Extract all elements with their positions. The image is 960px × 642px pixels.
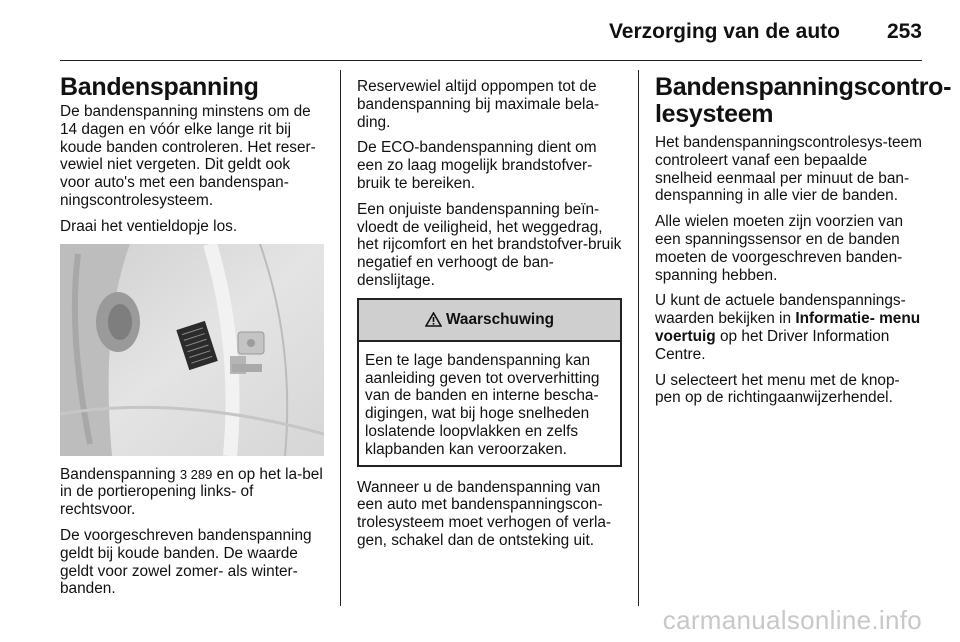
header-title: Verzorging van de auto: [608, 20, 840, 43]
column-1: [60, 74, 324, 606]
paragraph: De voorgeschreven bandenspanning geldt bij koude banden. De waarde geldt voor zowel zomer- als winter-banden.: [60, 526, 312, 598]
paragraph: De bandenspanning minstens om de 14 dagen en vóór elke lange rit bij koude banden controleren. Het reser-vewiel niet vergeten. Dit geldt ook voor auto's met een bandenspan-ningscontrolesysteem.: [60, 103, 316, 209]
page-reference[interactable]: 3 289: [179, 466, 213, 482]
warning-header: [359, 300, 620, 342]
column-3: [655, 73, 952, 415]
column-divider: [340, 70, 341, 606]
column-2: [357, 78, 622, 558]
warning-title: Waarschuwing: [445, 310, 555, 328]
paragraph: Alle wielen moeten zijn voorzien van een spanningssensor en de banden moeten de voorgeschreven banden-spanning hebben.: [655, 213, 904, 284]
door-opening-tyre-label-photo: [60, 244, 324, 456]
paragraph: Bandenspanning 3 289 en op het la-bel in de portieropening links- of rechtsvoor.: [60, 465, 323, 519]
paragraph: Reservewiel altijd oppompen tot de bandenspanning bij maximale bela-ding.: [357, 78, 600, 131]
warning-box: [357, 298, 622, 467]
watermark-text: carmanualsonline.info: [662, 605, 922, 635]
paragraph: U kunt de actuele bandenspannings-waarden bekijken in Informatie- menu voertuig op het Driver Information Centre.: [655, 292, 921, 363]
column-divider: [638, 70, 639, 606]
section-heading: Bandenspanningscontro-lesysteem: [655, 73, 952, 128]
warning-text: Een te lage bandenspanning kan aanleiding geven tot oververhitting van de banden en interne bescha-digingen, wat bij hoge snelheden loslatende loopvlakken en zelfs klapbanden kan veroorzaken.: [365, 351, 600, 458]
paragraph: Het bandenspanningscontrolesys-teem controleert vanaf een bepaalde snelheid eenmaal per minuut de ban-denspanning in alle vier de banden.: [655, 134, 922, 205]
paragraph: Draai het ventieldopje los.: [60, 217, 238, 235]
paragraph: Wanneer u de bandenspanning van een auto met bandenspanningscon-trolesysteem moet verhogen of verla-gen, schakel dan de ontsteking uit.: [357, 478, 612, 549]
paragraph: De ECO-bandenspanning dient om een zo laag mogelijk brandstofver-bruik te bereiken.: [357, 139, 597, 192]
section-heading: Bandenspanning: [60, 73, 259, 101]
page-number: 253: [886, 20, 922, 43]
warning-triangle-icon: [425, 312, 442, 327]
paragraph: Een onjuiste bandenspanning beïn-vloedt de veiligheid, het weggedrag, het rijcomfort en het brandstofver-bruik negatief en verhoogt de ban-denslijtage.: [357, 200, 622, 289]
paragraph: U selecteert het menu met de knop-pen op de richtingaanwijzerhendel.: [655, 371, 900, 407]
page-header: [60, 0, 922, 61]
menu-name: Informatie- menu voertuig: [655, 310, 921, 345]
